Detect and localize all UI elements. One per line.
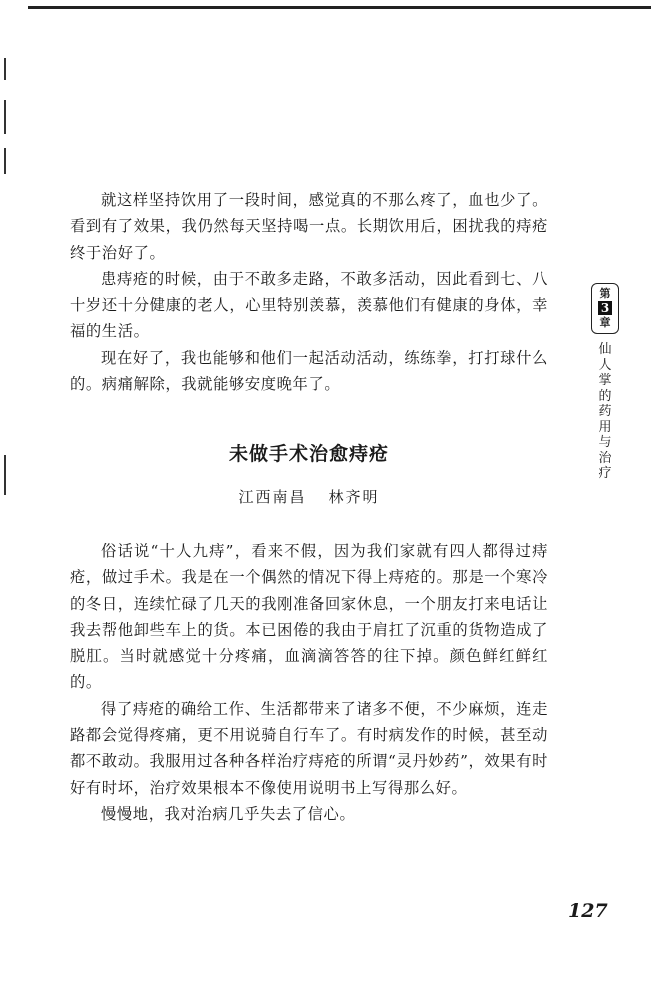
body-paragraph: 慢慢地，我对治病几乎失去了信心。 [101,804,356,823]
body-paragraph: 俗话说“十人九痔”，看来不假，因为我们家就有四人都得过痔疮，做过手术。我是在一个偶然的情况下得上痔疮的。那是一个寒冷的冬日，连续忙碌了几天的我刚准备回家休息，一个朋友打来电话让我去帮他卸些车上的货。本已困倦的我由于肩扛了沉重的货物造成了脱肛。当时就感觉十分疼痛，血滴滴答答的往下掉。颜色鲜红鲜红的。 [70,542,548,692]
left-margin-mark [4,455,6,495]
chapter-badge [591,283,619,334]
page-number: 127 [568,900,608,922]
body-paragraph: 现在好了，我也能够和他们一起活动活动，练练拳，打打球什么的。病痛解除，我就能够安度晚年了。 [70,348,548,394]
chapter-title: 仙人掌的药用与治疗 [598,342,612,481]
chapter-number: 3 [598,301,612,315]
chapter-label-prefix: 第 [599,287,611,300]
left-margin-mark [4,58,6,80]
article-byline [70,486,548,507]
body-paragraph: 就这样坚持饮用了一段时间，感觉真的不那么疼了，血也少了。看到有了效果，我仍然每天坚持喝一点。长期饮用后，困扰我的痔疮终于治好了。 [70,191,548,262]
top-rule [28,6,651,9]
left-margin-mark [4,148,6,174]
body-paragraph: 得了痔疮的确给工作、生活都带来了诸多不便，不少麻烦，连走路都会觉得疼痛，更不用说骑自行车了。有时病发作的时候，甚至动都不敢动。我服用过各种各样治疗痔疮的所谓“灵丹妙药”，效果有时好有时坏，治疗效果根本不像使用说明书上写得那么好。 [70,699,548,797]
chapter-side-tab [588,283,622,482]
article-body [70,538,548,827]
author-name: 林齐明 [328,488,380,506]
continued-section [70,187,548,397]
chapter-label-suffix: 章 [599,316,611,329]
left-margin-mark [4,100,6,134]
article-title: 未做手术治愈痔疮 [228,443,389,465]
author-location: 江西南昌 [238,488,307,506]
body-paragraph: 患痔疮的时候，由于不敢多走路，不敢多活动，因此看到七、八十岁还十分健康的老人，心里特别羡慕，羡慕他们有健康的身体，幸福的生活。 [70,269,548,341]
